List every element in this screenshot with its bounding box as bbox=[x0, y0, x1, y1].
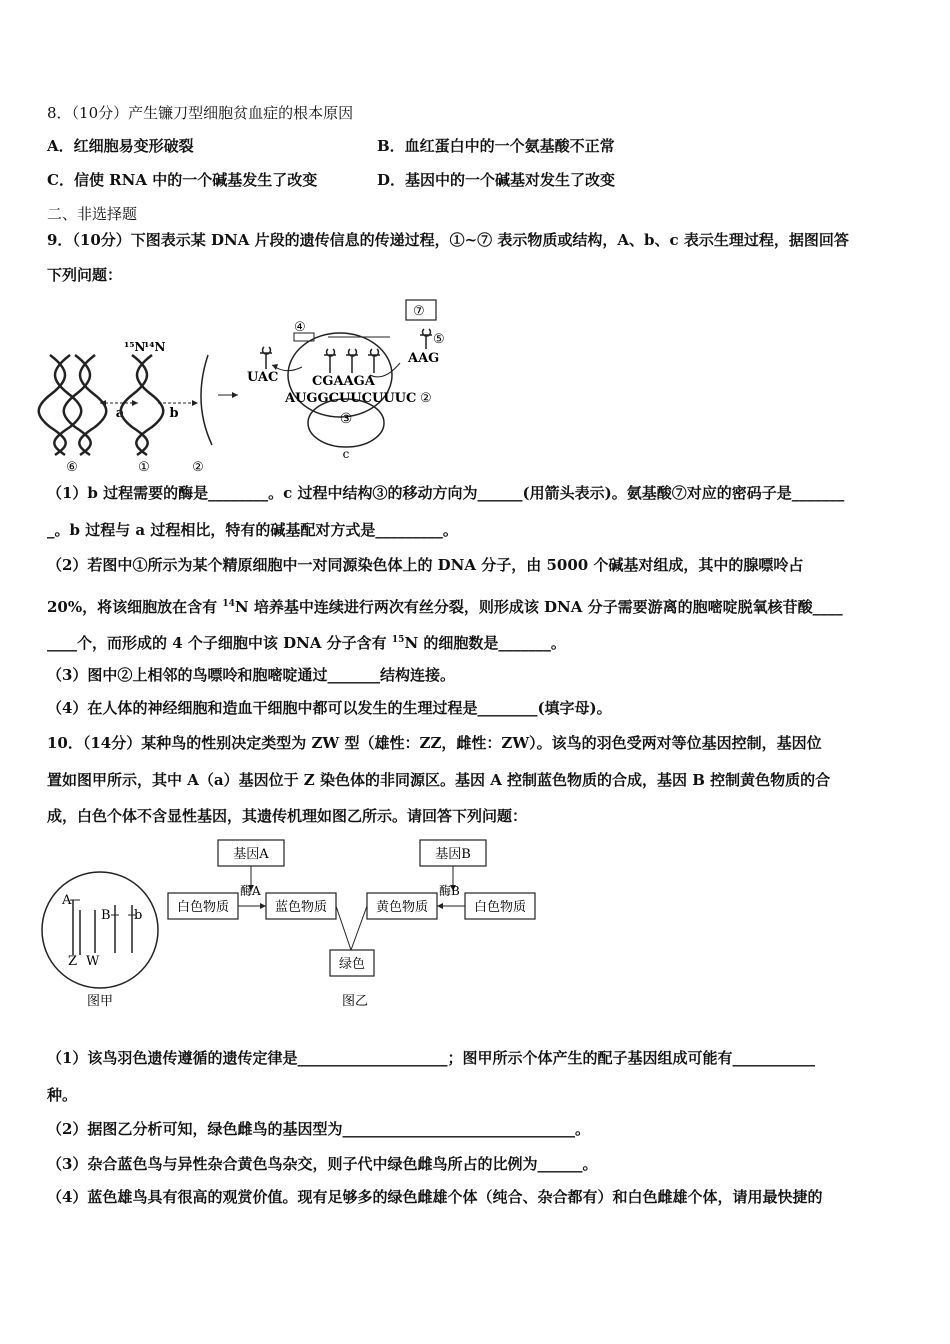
dna-helix-1 bbox=[121, 355, 164, 455]
label-a: a bbox=[115, 406, 125, 421]
trna-group bbox=[260, 329, 432, 373]
caption-jia: 图甲 bbox=[86, 994, 114, 1009]
q8-option-b: B．血红蛋白中的一个氨基酸不正常 bbox=[377, 137, 615, 155]
q10-stem-line3: 成，白色个体不含显性基因，其遗传机理如图乙所示。请回答下列问题： bbox=[47, 807, 528, 825]
label-z: Z bbox=[68, 954, 78, 969]
q9-part2-line3: ____个，而形成的 4 个子细胞中该 DNA 分子含有 $^{15}$N 的细胞数是_______。 bbox=[47, 634, 566, 652]
q8-option-a: A．红细胞易变形破裂 bbox=[47, 137, 194, 155]
q8-stem: 8．（10分）产生镰刀型细胞贫血症的根本原因 bbox=[47, 104, 354, 122]
q10-part3: （3）杂合蓝色鸟与异性杂合黄色鸟杂交，则子代中绿色雌鸟所占的比例为______。 bbox=[47, 1155, 598, 1173]
q9-stem-line1: 9．（10分）下图表示某 DNA 片段的遗传信息的传递过程，①~⑦ 表示物质或结构，A、b、c 表示生理过程，据图回答 bbox=[47, 231, 849, 249]
yellow-substance: 黄色物质 bbox=[375, 900, 429, 915]
white-substance-right: 白色物质 bbox=[473, 900, 527, 915]
enzyme-a: 酶A bbox=[240, 884, 261, 898]
dna-transfer-figure bbox=[40, 295, 460, 475]
gene-b-box: 基因B bbox=[435, 847, 471, 862]
label-circle-6: ⑥ bbox=[66, 460, 78, 475]
mrna-sequence: AUGGCUUCUUUC bbox=[285, 391, 417, 406]
label-circle-1: ① bbox=[138, 460, 150, 475]
caption-yi: 图乙 bbox=[341, 994, 369, 1009]
label-circle-3: ③ bbox=[339, 411, 353, 427]
label-circle-4: ④ bbox=[294, 320, 306, 335]
enzyme-b: 酶B bbox=[439, 884, 460, 898]
label-gene-b-upper: B bbox=[101, 908, 111, 923]
gene-a-box: 基因A bbox=[233, 847, 269, 862]
q10-stem-line2: 置如图甲所示，其中 A（a）基因位于 Z 染色体的非同源区。基因 A 控制蓝色物质的合成，基因 B 控制黄色物质的合 bbox=[47, 771, 831, 789]
q8-option-c: C．信使 RNA 中的一个碱基发生了改变 bbox=[47, 171, 318, 189]
label-circle-5: ⑤ bbox=[433, 332, 445, 347]
blue-substance: 蓝色物质 bbox=[274, 900, 328, 915]
label-b: b bbox=[169, 406, 179, 421]
label-w: W bbox=[86, 954, 100, 969]
q10-part1-line1: （1）该鸟羽色遗传遵循的遗传定律是____________________；图甲所示个体产生的配子基因组成可能有___________ bbox=[47, 1049, 815, 1067]
label-15n: ¹⁵N bbox=[124, 340, 146, 354]
q9-part4: （4）在人体的神经细胞和造血干细胞中都可以发生的生理过程是________(填字母)。 bbox=[47, 699, 612, 717]
q9-stem-line2: 下列问题： bbox=[47, 266, 123, 284]
dna-helix-6 bbox=[39, 355, 107, 455]
q10-part2: （2）据图乙分析可知，绿色雌鸟的基因型为_______________________________。 bbox=[47, 1120, 590, 1138]
q9-part2-line2: 20%，将该细胞放在含有 $^{14}$N 培养基中连续进行两次有丝分裂，则形成该 DNA 分子需要游离的胞嘧啶脱氧核苷酸____ bbox=[47, 598, 843, 616]
label-c: c bbox=[342, 447, 350, 461]
cell-circle bbox=[42, 872, 158, 988]
trna-anticodons: CGAAGA bbox=[312, 374, 375, 389]
label-circle-2-left: ② bbox=[192, 460, 204, 475]
label-gene-b-lower: b bbox=[134, 908, 143, 923]
label-circle-2-right: ② bbox=[420, 391, 432, 406]
q9-part3: （3）图中②上相邻的鸟嘌呤和胞嘧啶通过_______结构连接。 bbox=[47, 666, 455, 684]
q9-part2-line1: （2）若图中①所示为某个精原细胞中一对同源染色体上的 DNA 分子，由 5000 个碱基对组成，其中的腺嘌呤占 bbox=[47, 556, 804, 574]
label-gene-a: A bbox=[62, 893, 72, 908]
section-heading: 二、非选择题 bbox=[47, 205, 138, 223]
q10-stem-line1: 10．（14分）某种鸟的性别决定类型为 ZW 型（雄性：ZZ，雌性：ZW）。该鸟的羽色受两对等位基因控制，基因位 bbox=[47, 734, 822, 752]
q9-part1-line2: _。b 过程与 a 过程相比，特有的碱基配对方式是_________。 bbox=[47, 521, 458, 539]
q10-part1-line2: 种。 bbox=[47, 1086, 78, 1104]
q10-part4: （4）蓝色雄鸟具有很高的观赏价值。现有足够多的绿色雌雄个体（纯合、杂合都有）和白色雌雄个体，请用最快捷的 bbox=[47, 1188, 823, 1206]
label-14n: ¹⁴N bbox=[144, 340, 166, 354]
q9-part1-line1: （1）b 过程需要的酶是________。c 过程中结构③的移动方向为______(用箭头表示)。氨基酸⑦对应的密码子是_______ bbox=[47, 484, 845, 502]
green-box: 绿色 bbox=[338, 957, 366, 972]
gene-figure bbox=[40, 835, 540, 1015]
q8-option-d: D．基因中的一个碱基对发生了改变 bbox=[377, 171, 616, 189]
white-substance-left: 白色物质 bbox=[176, 900, 230, 915]
label-circle-7: ⑦ bbox=[413, 304, 425, 319]
label-aag: AAG bbox=[408, 351, 440, 366]
label-uac: UAC bbox=[247, 370, 279, 385]
